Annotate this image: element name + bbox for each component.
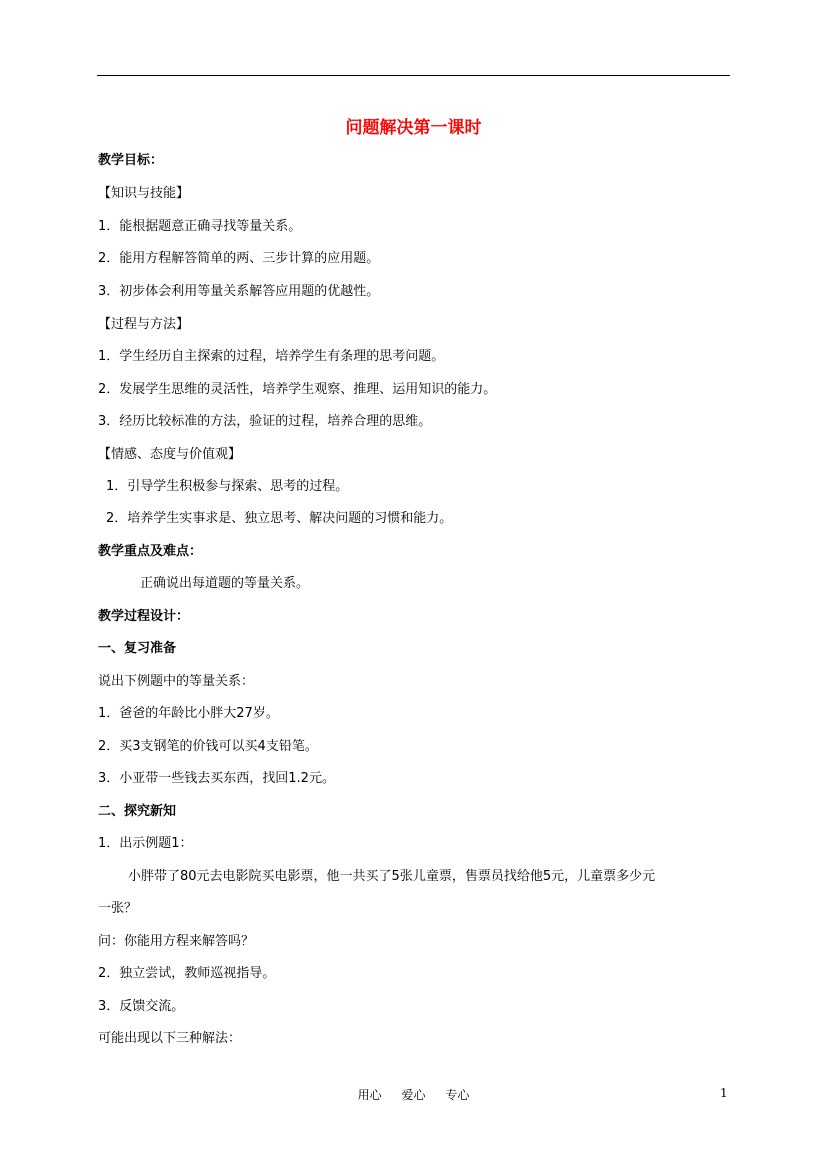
process-item-3: 3．经历比较标准的方法，验证的过程，培养合理的思维。 [98, 414, 432, 429]
solutions-intro: 可能出现以下三种解法： [98, 1031, 242, 1046]
explore-item-1: 1．出示例题1： [98, 836, 193, 851]
page-title: 问题解决第一课时 [345, 118, 482, 138]
knowledge-item-1: 1．能根据题意正确寻找等量关系。 [98, 219, 302, 234]
header-rule [97, 75, 730, 76]
goals-heading: 教学目标： [98, 153, 164, 168]
emotion-heading: 【情感、态度与价值观】 [98, 447, 242, 462]
knowledge-item-2: 2．能用方程解答简单的两、三步计算的应用题。 [98, 251, 380, 266]
footer-item-2: 爱心 [401, 1088, 426, 1102]
explore-item-2: 2．独立尝试，教师巡视指导。 [98, 966, 276, 981]
example-line-1: 小胖带了80元去电影院买电影票，他一共买了5张儿童票，售票员找给他5元，儿童票多少元 [128, 869, 656, 884]
footer-motto [0, 1086, 827, 1103]
footer-item-3: 专心 [445, 1088, 470, 1102]
footer-item-1: 用心 [357, 1088, 382, 1102]
example-line-2: 一张？ [98, 901, 138, 916]
process-heading: 【过程与方法】 [98, 317, 190, 332]
design-heading: 教学过程设计： [98, 609, 190, 624]
key-text: 正确说出每道题的等量关系。 [140, 576, 310, 591]
emotion-item-1: 1．引导学生积极参与探索、思考的过程。 [106, 479, 349, 494]
review-intro: 说出下例题中的等量关系： [98, 674, 255, 689]
knowledge-heading: 【知识与技能】 [98, 186, 190, 201]
emotion-item-2: 2．培养学生实事求是、独立思考、解决问题的习惯和能力。 [106, 511, 453, 526]
process-item-1: 1．学生经历自主探索的过程，培养学生有条理的思考问题。 [98, 349, 445, 364]
knowledge-item-3: 3．初步体会利用等量关系解答应用题的优越性。 [98, 284, 380, 299]
explore-heading: 二、探究新知 [98, 804, 177, 819]
review-item-1: 1．爸爸的年龄比小胖大27岁。 [98, 706, 279, 721]
review-heading: 一、复习准备 [98, 641, 177, 656]
question-text: 问：你能用方程来解答吗？ [98, 934, 255, 949]
process-item-2: 2．发展学生思维的灵活性，培养学生观察、推理、运用知识的能力。 [98, 382, 497, 397]
review-item-2: 2．买3支钢笔的价钱可以买4支铅笔。 [98, 739, 318, 754]
review-item-3: 3．小亚带一些钱去买东西，找回1.2元。 [98, 771, 335, 786]
key-heading: 教学重点及难点： [98, 544, 203, 559]
explore-item-3: 3．反馈交流。 [98, 999, 185, 1014]
page-number: 1 [720, 1086, 728, 1100]
